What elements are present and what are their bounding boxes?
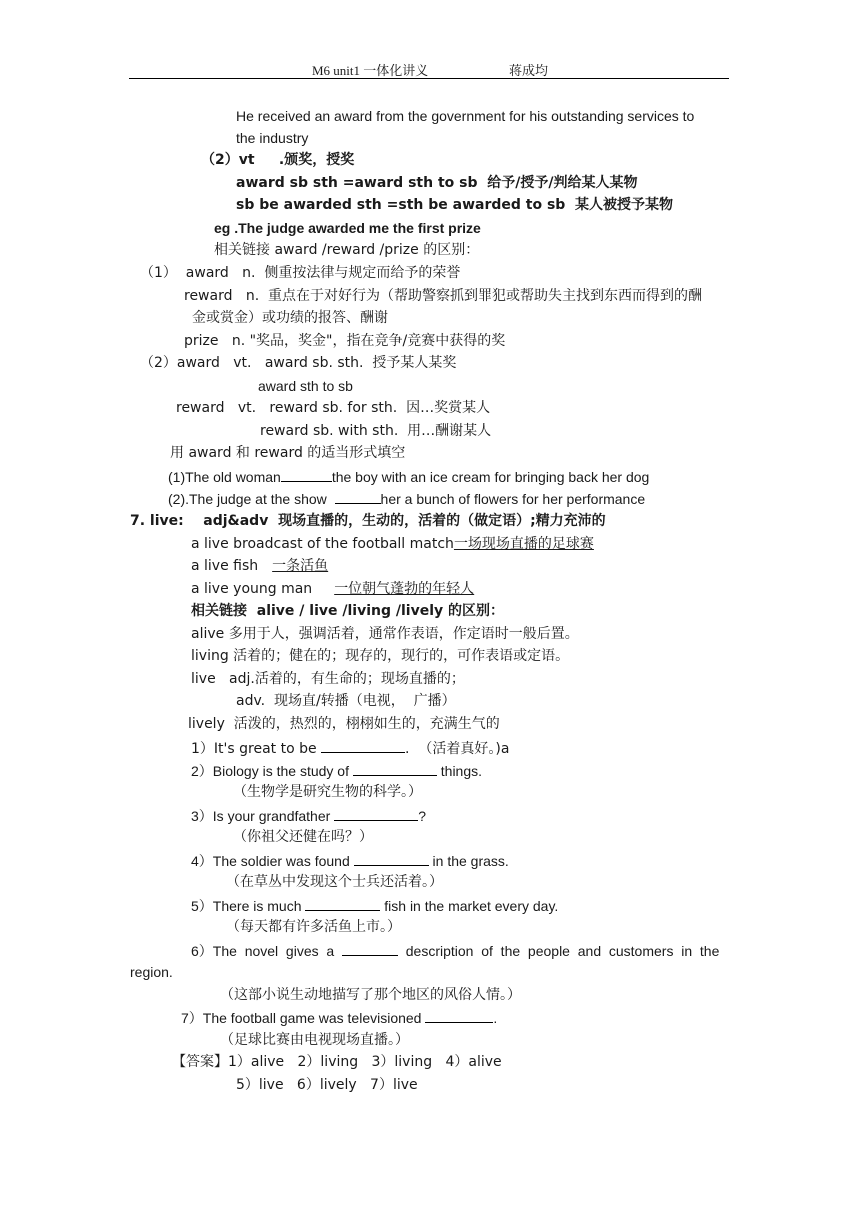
- live-heading: 7. live: adj&adv 现场直播的，生动的，活着的（做定语）;精力充沛的: [130, 513, 606, 529]
- live-exercise-2-cn: （生物学是研究生物的科学。）: [233, 784, 422, 800]
- live-example-1: [191, 535, 722, 553]
- answer-key-cont: 5）live 6）lively 7）live: [236, 1077, 418, 1093]
- exercise-1-part-a: (1)The old woman: [168, 469, 281, 485]
- reward-verb-def: reward vt. reward sb. for sth. 因…奖赏某人: [176, 400, 491, 416]
- live-exercise-4-cn: （在草丛中发现这个士兵还活着。）: [226, 874, 443, 890]
- header-author: 蒋成均: [509, 63, 549, 78]
- exercise-2-part-b: her a bunch of flowers for her performance: [380, 491, 646, 507]
- live-exercise-7-cn: （足球比赛由电视现场直播。）: [220, 1032, 409, 1048]
- award-noun-def: （1） award n. 侧重按法律与规定而给予的荣誉: [140, 265, 461, 281]
- living-def: living 活着的；健在的；现存的，现行的，可作表语或定语。: [191, 648, 570, 664]
- answer-blank: [425, 1008, 493, 1023]
- live-exercise-1: 1）It's great to be . （活着真好。)a: [191, 738, 509, 758]
- live-exercise-6-cont: region.: [130, 964, 173, 980]
- award-verb-def: （2）award vt. award sb. sth. 授予某人某奖: [140, 355, 457, 371]
- live-adv-def: adv. 现场直/转播（电视， 广播）: [236, 693, 456, 709]
- award-example: eg .The judge awarded me the first prize: [214, 220, 481, 236]
- live-example-1-en: a live broadcast of the football match: [191, 536, 454, 552]
- live-exercise-5: 5）There is much fish in the market every day.: [191, 898, 559, 914]
- answer-blank: [281, 467, 332, 482]
- example-sentence: He received an award from the government for his outstanding services to: [236, 108, 695, 124]
- answer-blank: [334, 806, 418, 821]
- live-example-1-cn: 一场现场直播的足球赛: [453, 536, 594, 552]
- live-example-3: [191, 580, 564, 598]
- live-example-3-cn: 一位朝气蓬勃的年轻人: [334, 581, 475, 597]
- lively-def: lively 活泼的，热烈的，栩栩如生的，充满生气的: [188, 716, 500, 732]
- related-link-live: 相关链接 alive / live /living /lively 的区别：: [191, 603, 504, 619]
- exercise-1: [168, 467, 649, 486]
- answer-key: 【答案】1）alive 2）living 3）living 4）alive: [172, 1054, 502, 1070]
- live-exercise-3: 3）Is your grandfather ?: [191, 808, 426, 824]
- live-example-2-en: a live fish: [191, 558, 259, 574]
- header-rule: [129, 78, 729, 79]
- exercise-2-part-a: (2).The judge at the show: [168, 491, 335, 507]
- answer-blank: [342, 941, 398, 956]
- reward-noun-def-cont: 金或赏金）或功绩的报答、酬谢: [192, 310, 388, 326]
- answer-blank: [321, 738, 405, 753]
- live-exercise-6-cn: （这部小说生动地描写了那个地区的风俗人情。）: [220, 987, 521, 1003]
- exercise-2: [168, 489, 645, 508]
- reward-verb-pattern: reward sb. with sth. 用…酬谢某人: [260, 423, 492, 439]
- live-exercise-6: 6）The novel gives a description of the people and customers in the: [191, 943, 720, 959]
- answer-blank: [335, 489, 381, 504]
- answer-blank: [354, 851, 429, 866]
- fill-instruction: 用 award 和 reward 的适当形式填空: [170, 445, 406, 461]
- example-sentence-cont: the industry: [236, 130, 309, 146]
- award-pattern-2: sb be awarded sth =sth be awarded to sb 某人被授予某物: [236, 197, 674, 213]
- live-example-2: [191, 557, 392, 575]
- live-exercise-2: 2）Biology is the study of things.: [191, 763, 483, 779]
- live-example-3-en: a live young man: [191, 581, 313, 597]
- live-exercise-3-cn: （你祖父还健在吗？）: [233, 829, 373, 845]
- award-verb-pattern: award sth to sb: [258, 378, 353, 394]
- related-link-award: 相关链接 award /reward /prize 的区别：: [214, 242, 480, 258]
- award-vt-heading: （2）vt .颁奖，授奖: [201, 152, 355, 168]
- live-exercise-7: 7）The football game was televisioned .: [181, 1010, 498, 1026]
- live-exercise-4: 4）The soldier was found in the grass.: [191, 853, 509, 869]
- live-adj-def: live adj.活着的，有生命的；现场直播的；: [191, 671, 465, 687]
- live-exercise-5-cn: （每天都有许多活鱼上市。）: [226, 919, 401, 935]
- answer-blank: [353, 761, 437, 776]
- header-title: M6 unit1 一体化讲义: [312, 63, 429, 78]
- exercise-1-part-b: the boy with an ice cream for bringing back her dog: [331, 469, 650, 485]
- alive-def: alive 多用于人，强调活着，通常作表语，作定语时一般后置。: [191, 626, 579, 642]
- answer-blank: [305, 896, 380, 911]
- reward-noun-def: reward n. 重点在于对好行为（帮助警察抓到罪犯或帮助失主找到东西而得到的酬: [184, 288, 703, 304]
- prize-noun-def: prize n. "奖品，奖金"，指在竞争/竞赛中获得的奖: [184, 333, 506, 349]
- live-example-2-cn: 一条活鱼: [272, 558, 329, 574]
- award-pattern-1: award sb sth =award sth to sb 给予/授予/判给某人某物: [236, 175, 638, 191]
